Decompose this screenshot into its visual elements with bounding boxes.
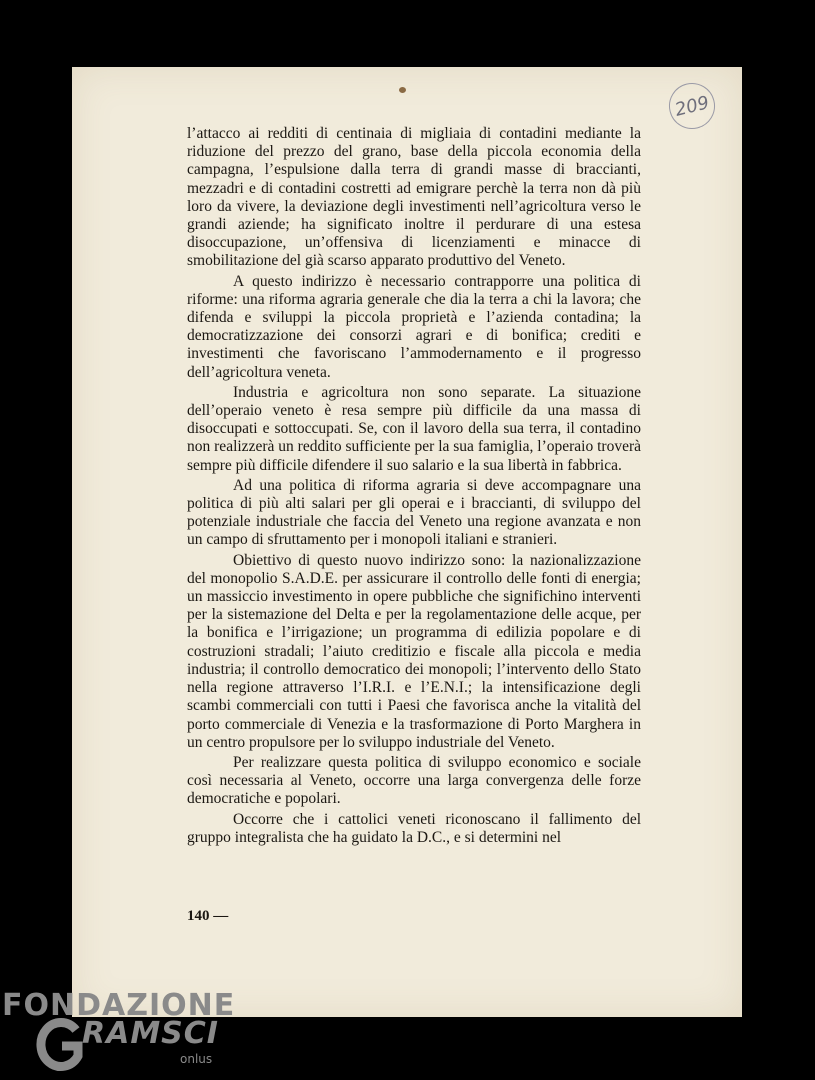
ink-dot: [399, 87, 406, 93]
paragraph-2: A questo indirizzo è necessario contrapporre una politica di riforme: una riforma agraria generale che dia la terra a chi la lavora; che difenda e sviluppi la piccola proprietà e l’azienda contadina; la democratizzazione dei consorzi agrari e di bonifica; crediti e investimenti che favoriscano l’ammodernamento e il progresso dell’agricoltura veneta.: [187, 272, 641, 381]
page-number: 140 —: [187, 908, 229, 924]
document-page: [72, 67, 742, 1017]
paragraph-4: Ad una politica di riforma agraria si deve accompagnare una politica di più alti salari per gli operai e i braccianti, di sviluppo del potenziale industriale che faccia del Veneto una regione avanzata e non un campo di sfruttamento per i monopoli italiani e stranieri.: [187, 476, 641, 549]
watermark-sub: onlus: [180, 1052, 213, 1066]
folio-stamp: 209: [664, 78, 720, 134]
body-text: [187, 125, 641, 849]
watermark-line2: RAMSCI: [82, 1016, 219, 1051]
watermark-line1: FONDAZIONE: [2, 988, 236, 1023]
paragraph-1: l’attacco ai redditi di centinaia di migliaia di contadini mediante la riduzione del prezzo del grano, base della piccola economia della campagna, l’espulsione dalla terra di grandi masse di braccianti, mezzadri e di contadini costretti ad emigrare perchè la terra non dà più loro da vivere, la deviazione degli investimenti nell’agricoltura verso le grandi aziende; ha significato inoltre il perdurare di una estesa disoccupazione, un’offensiva di licenziamenti e minacce di smobilitazione del già scarso apparato produttivo del Veneto.: [187, 125, 641, 270]
watermark-g-logo-icon: [36, 1016, 86, 1074]
paragraph-6: Per realizzare questa politica di sviluppo economico e sociale così necessaria al Veneto, occorre una larga convergenza delle forze democratiche e popolari.: [187, 753, 641, 808]
paragraph-7: Occorre che i cattolici veneti riconoscano il fallimento del gruppo integralista che ha guidato la D.C., e si determini nel: [187, 810, 641, 846]
paragraph-3: Industria e agricoltura non sono separate. La situazione dell’operaio veneto è resa sempre più difficile da una massa di disoccupati e sottoccupati. Se, con il lavoro della sua terra, il contadino non realizzerà un reddito sufficiente per la sua famiglia, l’operaio troverà sempre più difficile difendere il suo salario e la sua libertà in fabbrica.: [187, 383, 641, 474]
paragraph-5: Obiettivo di questo nuovo indirizzo sono: la nazionalizzazione del monopolio S.A.D.E. per assicurare il controllo delle fonti di energia; un massiccio investimento in opere pubbliche che significhino interventi per la sistemazione del Delta e per la regolamentazione delle acque, per la bonifica e l’irrigazione; un programma di edilizia popolare e di costruzioni stradali; l’aiuto creditizio e fiscale alla piccola e media industria; il controllo democratico dei monopoli; l’intervento dello Stato nella regione attraverso l’I.R.I. e l’E.N.I.; la intensificazione degli scambi commerciali con tutti i Paesi che favorisca anche la vitalità del porto commerciale di Venezia e la trasformazione di Porto Marghera in un centro propulsore per lo sviluppo industriale del Veneto.: [187, 551, 641, 751]
